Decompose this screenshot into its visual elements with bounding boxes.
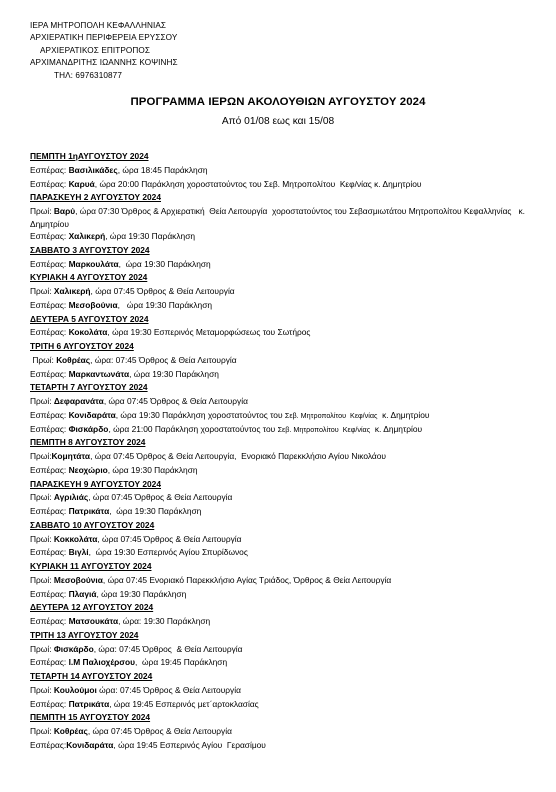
service-entry bbox=[30, 464, 550, 478]
service-time-of-day: Εσπέρας: bbox=[30, 409, 69, 420]
service-location: Ματσουκάτα bbox=[68, 616, 119, 626]
service-location: Κοκολάτα bbox=[68, 327, 108, 338]
service-time-of-day: Εσπέρας: bbox=[30, 327, 69, 338]
service-entry bbox=[30, 205, 550, 230]
service-time-of-day: Πρωί: bbox=[30, 574, 54, 585]
service-location: Δεφαρανάτα bbox=[53, 396, 104, 406]
service-location: Πλαγιά bbox=[68, 588, 97, 599]
service-time-of-day: Εσπέρας: bbox=[30, 231, 69, 241]
service-time-of-day: Εσπέρας: bbox=[30, 164, 69, 175]
service-entry bbox=[30, 368, 550, 382]
service-time-of-day: Εσπέρας: bbox=[30, 506, 69, 516]
service-time-of-day: Πρωί: bbox=[30, 533, 54, 544]
day-heading: ΔΕΥΤΕΡΑ 5 ΑΥΓΟΥΣΤΟΥ 2024 bbox=[30, 313, 149, 324]
service-time-of-day: Εσπέρας: bbox=[30, 657, 69, 668]
service-details: , ώρα 20:00 Παράκληση χοροστατούντος του Σεβ. Μητροπολίτου Κεφ/νίας κ. Δημητρίου bbox=[94, 178, 422, 189]
service-details: , ώρα 07:45 Ενοριακό Παρεκκλήσιο Αγίας Τριάδος, Όρθρος & Θεία Λειτουργία bbox=[102, 574, 392, 585]
service-time-of-day: Εσπέρας: bbox=[30, 588, 69, 599]
day-section bbox=[30, 340, 550, 381]
service-details: , ώρα 19:30 Παράκληση bbox=[109, 506, 202, 516]
day-heading: ΔΕΥΤΕΡΑ 12 ΑΥΓΟΥΣΤΟΥ 2024 bbox=[30, 602, 154, 613]
service-entry bbox=[30, 739, 550, 753]
letterhead-phone: ΤΗΛ: 6976310877 bbox=[54, 70, 122, 80]
letterhead bbox=[30, 20, 178, 82]
service-time-of-day: Εσπέρας: bbox=[30, 739, 67, 750]
service-time-of-day: Εσπέρας: bbox=[30, 299, 69, 310]
service-location: Μαρκουλάτα bbox=[68, 258, 119, 269]
service-details: , ώρα 19:30 Παράκληση bbox=[105, 231, 196, 241]
service-location: Φισκάρδο bbox=[68, 423, 109, 434]
service-time-of-day: Εσπέρας: bbox=[30, 547, 69, 558]
day-heading: ΤΕΤΑΡΤΗ 14 ΑΥΓΟΥΣΤΟΥ 2024 bbox=[30, 671, 153, 681]
service-location: Μεσοβούνια bbox=[53, 574, 103, 585]
service-entry bbox=[30, 258, 550, 272]
service-details-officiant: Σεβ. Μητροπολίτου Κεφ/νίας bbox=[277, 424, 371, 434]
day-heading: ΠΑΡΑΣΚΕΥΗ 2 ΑΥΓΟΥΣΤΟΥ 2024 bbox=[30, 192, 161, 203]
service-details: , ώρα 19:30 Παράκληση χοροστατούντος του bbox=[115, 409, 285, 420]
service-time-of-day: Πρωί: bbox=[30, 492, 54, 503]
service-entry bbox=[30, 684, 550, 698]
day-section bbox=[30, 601, 550, 629]
letterhead-line: ΑΡΧΙΕΡΑΤΙΚΟΣ ΕΠΙΤΡΟΠΟΣ bbox=[40, 45, 151, 55]
day-heading: ΠΑΡΑΣΚΕΥΗ 9 ΑΥΓΟΥΣΤΟΥ 2024 bbox=[30, 478, 161, 489]
day-heading: ΠΕΜΠΤΗ 15 ΑΥΓΟΥΣΤΟΥ 2024 bbox=[30, 712, 151, 723]
service-location: Κοκκολάτα bbox=[53, 533, 98, 544]
service-entry bbox=[30, 423, 550, 437]
service-details: , ώρα 19:30 Εσπερινός Αγίου Σπυρίδωνος bbox=[88, 547, 248, 558]
service-details-end: κ. Δημητρίου bbox=[377, 409, 430, 420]
service-location: Πατρικάτα bbox=[68, 698, 110, 709]
day-section bbox=[30, 711, 550, 752]
day-section bbox=[30, 478, 550, 519]
service-details: , ώρα 18:45 Παράκληση bbox=[117, 164, 208, 175]
service-entry bbox=[30, 491, 550, 505]
service-time-of-day: Πρωί: bbox=[30, 396, 54, 406]
service-details: , ώρα 19:30 Παράκληση bbox=[129, 368, 219, 379]
day-section bbox=[30, 670, 550, 711]
service-details: , ώρα: 07:45 Όρθρος & Θεία Λειτουργία bbox=[90, 354, 237, 365]
service-details: , ώρα 07:45 Όρθρος & Θεία Λειτουργία bbox=[87, 726, 232, 736]
service-entry bbox=[30, 533, 550, 547]
service-details: , ώρα 07:30 Όρθρος & Αρχιερατική Θεία Λειτουργία χοροστατούντος του Σεβασμιωτάτου Μητροπολίτου Κεφαλληνίας κ. Δημητρίου bbox=[30, 206, 527, 229]
day-heading: ΤΕΤΑΡΤΗ 7 ΑΥΓΟΥΣΤΟΥ 2024 bbox=[30, 382, 148, 393]
service-time-of-day: Εσπέρας: bbox=[30, 616, 69, 626]
service-location: Φισκάρδο bbox=[53, 643, 94, 654]
service-location: Κομητάτα bbox=[51, 451, 91, 461]
service-entry bbox=[30, 615, 550, 629]
service-time-of-day: Πρωί: bbox=[30, 726, 54, 736]
day-heading: ΣΑΒΒΑΤΟ 3 ΑΥΓΟΥΣΤΟΥ 2024 bbox=[30, 244, 150, 255]
service-details: , ώρα 07:45 Όρθρος & Θεία Λειτουργία bbox=[97, 533, 242, 544]
service-time-of-day: Εσπέρας: bbox=[30, 178, 69, 189]
day-heading: ΚΥΡΙΑΚΗ 11 ΑΥΓΟΥΣΤΟΥ 2024 bbox=[30, 561, 152, 571]
letterhead-line: ΑΡΧΙΜΑΝΔΡΙΤΗΣ ΙΩΑΝΝΗΣ ΚΟΨΙΝΗΣ bbox=[30, 58, 178, 68]
day-section bbox=[30, 436, 550, 477]
service-location: Αγριλιάς bbox=[53, 492, 89, 503]
service-entry bbox=[30, 395, 550, 409]
service-location: Βαρύ bbox=[53, 206, 76, 216]
service-entry bbox=[30, 643, 550, 657]
service-details: , ώρα 19:30 Παράκληση bbox=[96, 588, 187, 599]
service-details: , ώρα 19:45 Εσπερινός μετ΄αρτοκλασίας bbox=[109, 698, 259, 709]
service-entry bbox=[30, 164, 550, 178]
service-entry bbox=[30, 299, 550, 313]
letterhead-line: ΑΡΧΙΕΡΑΤΙΚΗ ΠΕΡΙΦΕΡΕΙΑ ΕΡΥΣΣΟΥ bbox=[30, 33, 178, 43]
service-entry bbox=[30, 230, 550, 244]
service-time-of-day: Πρωί: bbox=[30, 286, 54, 296]
service-location: Ι.Μ Παλιοχέρσου bbox=[68, 657, 136, 668]
service-details: ώρα: 07:45 Όρθρος & Θεία Λειτουργία bbox=[96, 684, 241, 695]
day-heading: ΣΑΒΒΑΤΟ 10 ΑΥΓΟΥΣΤΟΥ 2024 bbox=[30, 519, 155, 530]
service-entry bbox=[30, 656, 550, 670]
service-entry bbox=[30, 698, 550, 712]
service-entry bbox=[30, 574, 550, 588]
service-location: Μεσοβούνια bbox=[68, 299, 118, 310]
service-details: , ώρα: 07:45 Όρθρος & Θεία Λειτουργία bbox=[93, 643, 243, 654]
service-location: Κοθρέας bbox=[56, 354, 91, 365]
letterhead-line: ΙΕΡΑ ΜΗΤΡΟΠΟΛΗ ΚΕΦΑΛΛΗΝΙΑΣ bbox=[30, 21, 167, 30]
day-heading: ΤΡΙΤΗ 13 ΑΥΓΟΥΣΤΟΥ 2024 bbox=[30, 629, 139, 640]
service-details: , ώρα 19:45 Παράκληση bbox=[135, 657, 228, 668]
service-details: , ώρα 19:45 Εσπερινός Αγίου Γερασίμου bbox=[113, 739, 266, 750]
service-entry bbox=[30, 354, 550, 368]
service-details-end: κ. Δημητρίου bbox=[370, 423, 423, 434]
document-title: ΠΡΟΓΡΑΜΜΑ ΙΕΡΩΝ ΑΚΟΛΟΥΘΙΩΝ ΑΥΓΟΥΣΤΟΥ 2024 bbox=[130, 96, 426, 108]
service-time-of-day: Πρωί: bbox=[30, 643, 54, 654]
service-location: Μαρκαντωνάτα bbox=[68, 368, 130, 379]
service-details: , ώρα 19:30 Εσπερινός Μεταμορφώσεως του Σωτήρος bbox=[107, 327, 311, 338]
service-time-of-day: Εσπέρας: bbox=[30, 698, 69, 709]
schedule-list bbox=[30, 150, 550, 753]
service-time-of-day: Εσπέρας: bbox=[30, 368, 69, 379]
service-entry bbox=[30, 326, 550, 340]
service-entry bbox=[30, 546, 550, 560]
day-section bbox=[30, 560, 550, 601]
service-details-officiant: Σεβ. Μητροπολίτου Κεφ/νίας bbox=[284, 410, 378, 420]
day-heading: ΤΡΙΤΗ 6 ΑΥΓΟΥΣΤΟΥ 2024 bbox=[30, 341, 134, 351]
day-section bbox=[30, 150, 550, 191]
service-time-of-day: Εσπέρας: bbox=[30, 423, 69, 434]
service-time-of-day: Εσπέρας: bbox=[30, 464, 69, 475]
service-location: Χαλικερή bbox=[68, 231, 106, 241]
service-time-of-day: Πρωί: bbox=[30, 354, 57, 365]
day-section bbox=[30, 519, 550, 560]
service-entry bbox=[30, 505, 550, 519]
service-location: Πατρικάτα bbox=[68, 506, 110, 516]
service-location: Κουλούμοι bbox=[53, 684, 97, 695]
service-entry bbox=[30, 285, 550, 299]
service-entry bbox=[30, 450, 550, 464]
service-entry bbox=[30, 725, 550, 739]
day-section bbox=[30, 381, 550, 436]
service-details: , ώρα 19:30 Παράκληση bbox=[118, 258, 211, 269]
service-entry bbox=[30, 588, 550, 602]
service-details: , ώρα 07:45 Όρθρος & Θεία Λειτουργία, Ενοριακό Παρεκκλήσιο Αγίου Νικολάου bbox=[90, 451, 386, 461]
day-section bbox=[30, 313, 550, 341]
service-details: , ώρα 07:45 Όρθρος & Θεία Λειτουργία bbox=[103, 396, 248, 406]
service-location: Βασιλικάδες bbox=[68, 164, 118, 175]
service-details: , ώρα 19:30 Παράκληση bbox=[107, 464, 198, 475]
service-details: , ώρα 19:30 Παράκληση bbox=[117, 299, 213, 310]
service-time-of-day: Πρωί: bbox=[30, 206, 54, 216]
service-location: Κονιδαράτα bbox=[66, 739, 114, 750]
service-details: , ώρα 07:45 Όρθρος & Θεία Λειτουργία bbox=[88, 492, 233, 503]
day-section bbox=[30, 191, 550, 244]
day-section bbox=[30, 244, 550, 272]
day-heading: ΠΕΜΠΤΗ 8 ΑΥΓΟΥΣΤΟΥ 2024 bbox=[30, 437, 146, 448]
service-location: Κοθρέας bbox=[53, 726, 88, 736]
day-section bbox=[30, 271, 550, 312]
service-location: Βιγλί bbox=[68, 547, 89, 558]
day-heading: ΠΕΜΠΤΗ 1ηΑΥΓΟΥΣΤΟΥ 2024 bbox=[30, 151, 149, 161]
day-heading: ΚΥΡΙΑΚΗ 4 ΑΥΓΟΥΣΤΟΥ 2024 bbox=[30, 272, 148, 283]
service-location: Νεοχώριο bbox=[68, 464, 108, 475]
service-entry bbox=[30, 178, 550, 192]
service-time-of-day: Πρωί: bbox=[30, 451, 52, 461]
service-location: Χαλικερή bbox=[53, 286, 91, 296]
document-subtitle: Από 01/08 εως και 15/08 bbox=[221, 116, 335, 127]
service-location: Κονιδαράτα bbox=[68, 409, 116, 420]
service-details: , ώρα 21:00 Παράκληση χοροστατούντος του bbox=[108, 423, 278, 434]
service-time-of-day: Εσπέρας: bbox=[30, 258, 69, 269]
service-details: , ώρα: 19:30 Παράκληση bbox=[118, 616, 211, 626]
day-section bbox=[30, 629, 550, 670]
service-location: Καρυά bbox=[68, 178, 95, 189]
service-details: , ώρα 07:45 Όρθρος & Θεία Λειτουργία bbox=[90, 286, 235, 296]
service-time-of-day: Πρωί: bbox=[30, 684, 54, 695]
service-entry bbox=[30, 409, 550, 423]
